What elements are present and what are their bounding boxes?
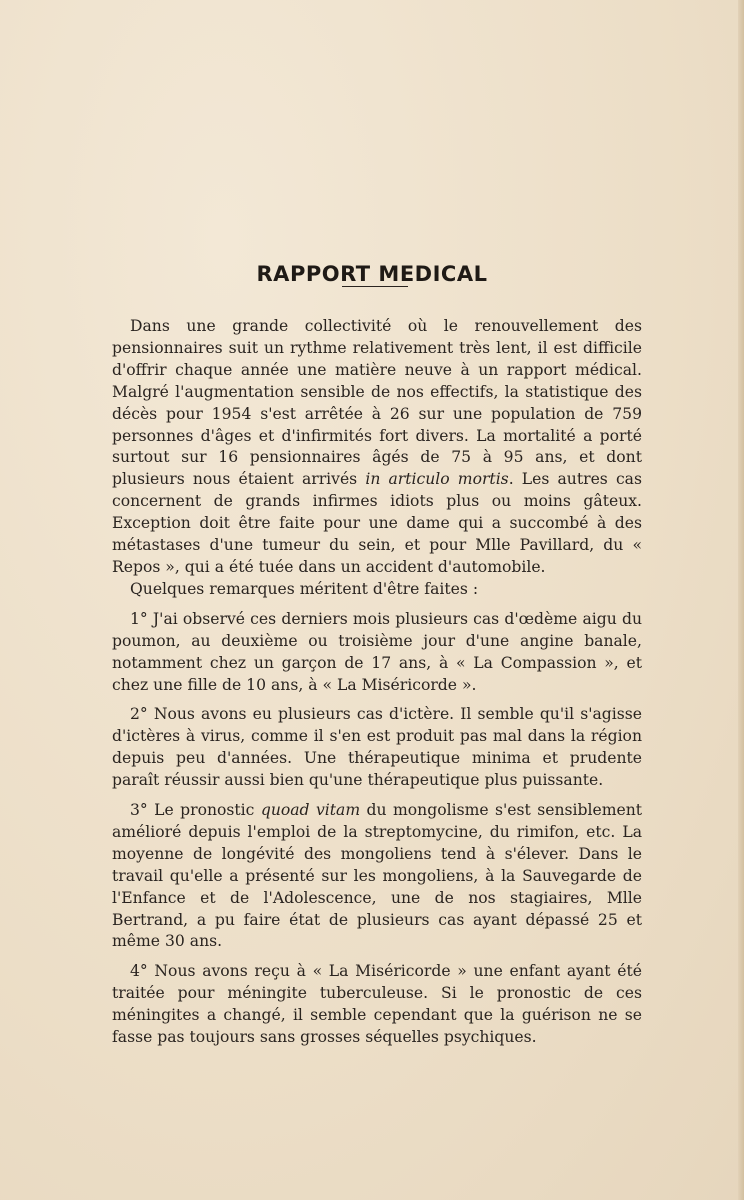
- page-edge: [738, 0, 744, 1200]
- paragraph-remarks-lead: Quelques remarques méritent d'être faites :: [130, 579, 479, 598]
- title-rule: [342, 286, 408, 287]
- paragraph-item-1: 1° J'ai observé ces derniers mois plusieurs cas d'œdème aigu du poumon, au deuxième ou troisième jour d'une angine banale, notamment chez un garçon de 17 ans, à « La Compassion », et chez une fille de 10 ans, à « La Miséricorde ».: [112, 609, 642, 694]
- report-body: [112, 316, 642, 1049]
- page-title: RAPPORT MEDICAL: [256, 262, 488, 287]
- paragraph-item-2: 2° Nous avons eu plusieurs cas d'ictère. Il semble qu'il s'agisse d'ictères à virus, comme il s'en est produit pas mal dans la région depuis peu d'années. Une thérapeutique minima et prudente paraît réussir aussi bien qu'une thérapeutique plus puissante.: [112, 705, 642, 790]
- paragraph-item-3: 3° Le pronostic quoad vitam du mongolisme s'est sensiblement amélioré depuis l'emploi de la streptomycine, du rimifon, etc. La moyenne de longévité des mongoliens tend à s'élever. Dans le travail qu'elle a présenté sur les mongoliens, à la Sauvegarde de l'Enfance et de l'Adolescence, une de nos stagiaires, Mlle Bertrand, a pu faire état de plusieurs cas ayant dépassé 25 et même 30 ans.: [112, 801, 643, 951]
- paragraph-item-4: 4° Nous avons reçu à « La Miséricorde » une enfant ayant été traitée pour méningite tuberculeuse. Si le pronostic de ces méningites a changé, il semble cependant que la guérison ne se fasse pas toujours sans grosses séquelles psychiques.: [112, 962, 642, 1047]
- paragraph-intro: Dans une grande collectivité où le renouvellement des pensionnaires suit un rythme relativement très lent, il est difficile d'offrir chaque année une matière neuve à un rapport médical. Malgré l'augmentation sensible de nos effectifs, la statistique des décès pour 1954 s'est arrêtée à 26 sur une population de 759 personnes d'âges et d'infirmités fort divers. La mortalité a porté surtout sur 16 pensionnaires âgés de 75 à 95 ans, et dont plusieurs nous étaient arrivés in articulo mortis. Les autres cas concernent de grands infirmes idiots plus ou moins gâteux. Exception doit être faite pour une dame qui a succombé à des métastases d'une tumeur du sein, et pour Mlle Pavillard, du « Repos », qui a été tuée dans un accident d'automobile.: [112, 317, 642, 576]
